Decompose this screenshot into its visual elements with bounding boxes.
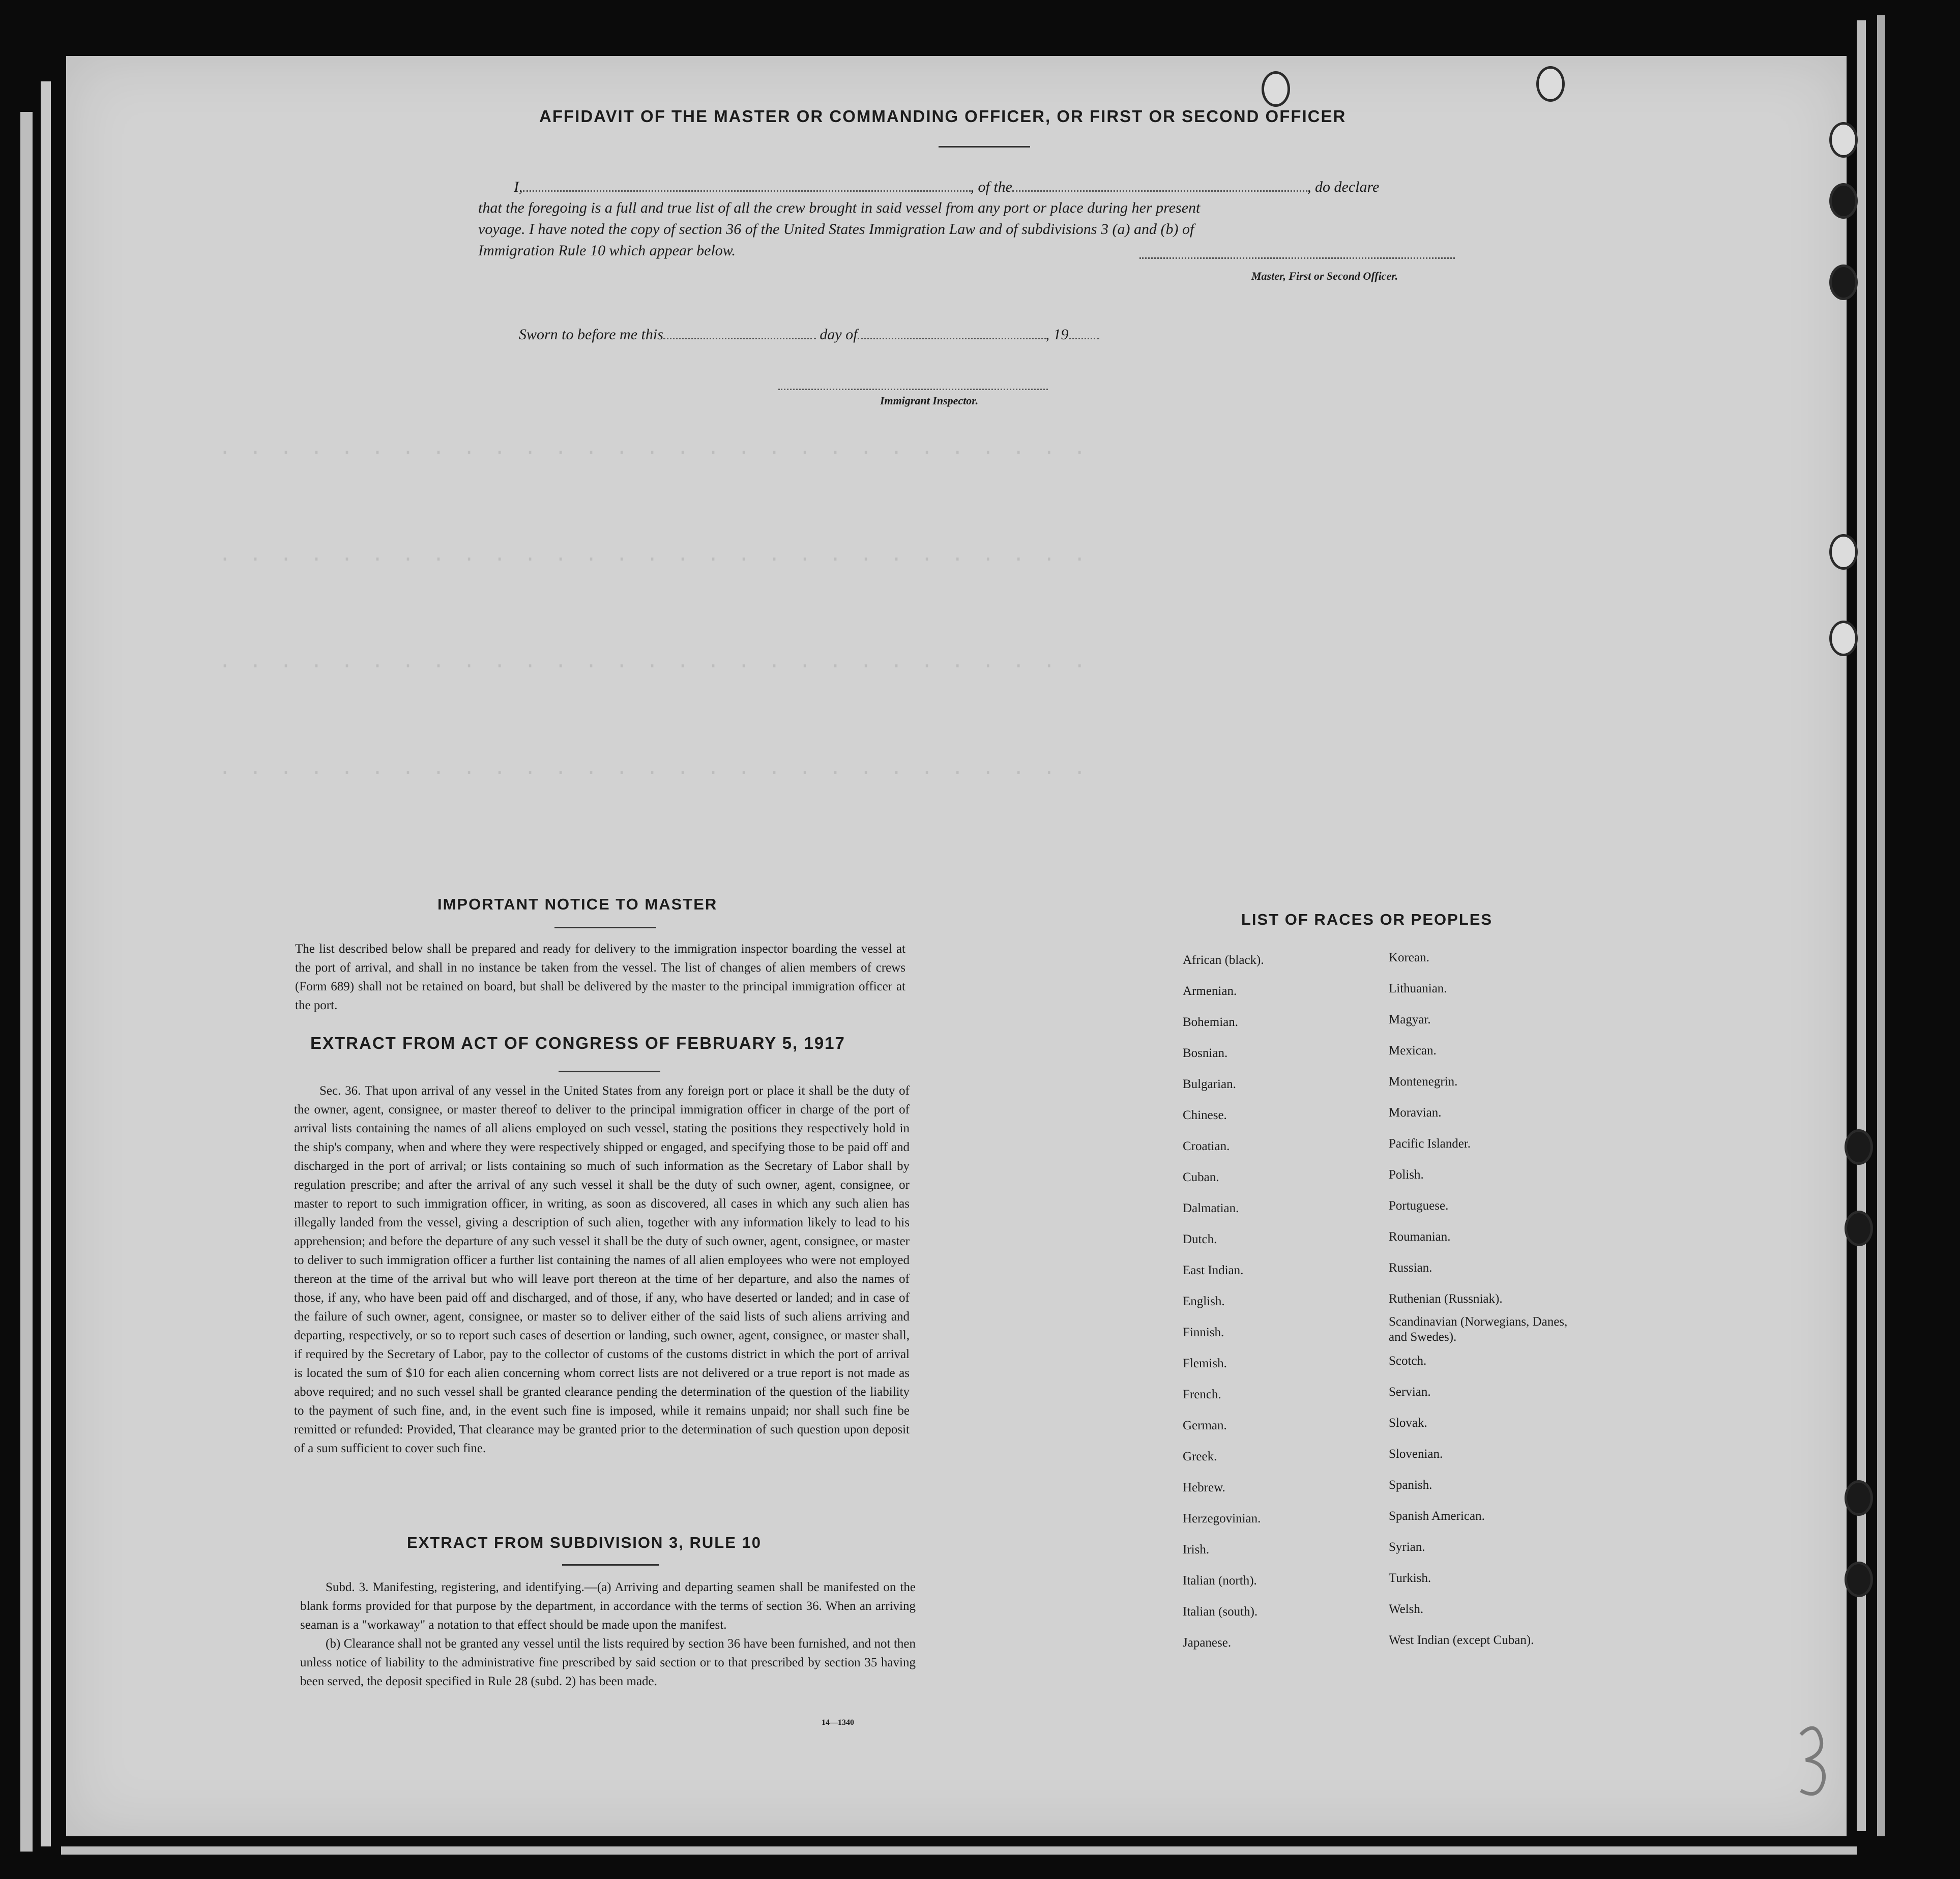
races-heading: LIST OF RACES OR PEOPLES — [1241, 911, 1493, 928]
race-item: Lithuanian. — [1389, 982, 1447, 995]
race-item: Mexican. — [1389, 1044, 1437, 1058]
race-item: Hebrew. — [1183, 1481, 1225, 1494]
race-item: French. — [1183, 1388, 1221, 1401]
race-item: Chinese. — [1183, 1108, 1227, 1122]
rule-heading: EXTRACT FROM SUBDIVISION 3, RULE 10 — [407, 1534, 762, 1551]
sworn-label: Sworn to before me this — [519, 326, 663, 343]
rule-subdivision-b: (b) Clearance shall not be granted any vessel until the lists required by section 36 have been furnished, and not then unless notice of liability to the administrative fine prescribed by said section or to that prescribed by section 35 having been served, the deposit specified in Rule 28 (subd. 2) has been made. — [300, 1637, 916, 1688]
act-heading-rule — [559, 1071, 660, 1072]
binder-hole — [1829, 265, 1858, 300]
affidavit-heading: AFFIDAVIT OF THE MASTER OR COMMANDING OFFICER, OR FIRST OR SECOND OFFICER — [539, 107, 1347, 126]
page-edge-left — [20, 112, 33, 1852]
race-item: English. — [1183, 1295, 1225, 1308]
notice-heading-rule — [554, 927, 656, 928]
race-item: Bosnian. — [1183, 1046, 1228, 1060]
race-item: Slovenian. — [1389, 1447, 1443, 1461]
affidavit-line-3: voyage. I have noted the copy of section 36 of the United States Immigration Law and of subdivisions 3 (a) and (b) of — [478, 221, 1194, 238]
bleed-through: . . . . . . . . . . . . . . . . . . . . . . . . . . . . . — [219, 437, 1089, 460]
binder-hole — [1845, 1129, 1873, 1165]
bleed-through: . . . . . . . . . . . . . . . . . . . . . . . . . . . . . — [219, 544, 1089, 567]
inspector-label: Immigrant Inspector. — [880, 394, 979, 407]
officer-signature-field[interactable] — [1139, 245, 1455, 259]
race-item: Finnish. — [1183, 1326, 1224, 1339]
race-item: Moravian. — [1389, 1106, 1442, 1120]
binder-hole — [1829, 534, 1858, 570]
pencil-mark — [1796, 1719, 1841, 1806]
race-item: Italian (south). — [1183, 1605, 1258, 1619]
race-item: Ruthenian (Russniak). — [1389, 1292, 1503, 1306]
form-number: 14—1340 — [822, 1718, 854, 1727]
race-item: Bohemian. — [1183, 1015, 1239, 1029]
affidavit-heading-rule — [939, 146, 1030, 148]
binder-hole — [1829, 621, 1858, 656]
race-item: Croatian. — [1183, 1139, 1230, 1153]
race-item: Herzegovinian. — [1183, 1512, 1261, 1525]
race-item: Portuguese. — [1389, 1199, 1449, 1213]
race-item: Dalmatian. — [1183, 1201, 1239, 1215]
page-edge-left-inner — [41, 81, 51, 1846]
race-item: Flemish. — [1183, 1357, 1227, 1370]
race-item: Italian (north). — [1183, 1574, 1257, 1588]
affidavit-line-4: Immigration Rule 10 which appear below. — [478, 242, 736, 259]
race-item: Cuban. — [1183, 1170, 1219, 1184]
bleed-through: . . . . . . . . . . . . . . . . . . . . . . . . . . . . . — [219, 758, 1089, 781]
race-item: Irish. — [1183, 1543, 1210, 1557]
affidavit-line-2: that the foregoing is a full and true list of all the crew brought in said vessel from any port or place during her present — [478, 199, 1201, 216]
race-item: Syrian. — [1389, 1540, 1425, 1554]
bleed-through: . . . . . . . . . . . . . . . . . . . . . . . . . . . . . — [219, 651, 1089, 674]
race-item: West Indian (except Cuban). — [1389, 1633, 1534, 1647]
rule-text — [300, 1578, 916, 1691]
binder-hole — [1829, 122, 1858, 158]
rule-heading-rule — [562, 1564, 659, 1566]
race-item: African (black). — [1183, 953, 1264, 967]
binder-hole — [1845, 1480, 1873, 1516]
inspector-signature-field[interactable] — [778, 376, 1048, 390]
race-item: Russian. — [1389, 1261, 1432, 1275]
races-column-1 — [1183, 945, 1264, 1658]
race-item: Polish. — [1389, 1168, 1424, 1182]
race-item: German. — [1183, 1419, 1227, 1432]
race-item: Pacific Islander. — [1389, 1137, 1471, 1151]
sworn-month-field[interactable] — [858, 326, 1046, 339]
race-item: Greek. — [1183, 1450, 1217, 1463]
notice-text: The list described below shall be prepared and ready for delivery to the immigration inspector boarding the vessel at the port of arrival, and shall in no instance be taken from the vessel. The list of changes of alien members of crews (Form 689) shall not be retained on board, but shall be delivered by the master to the principal immigration officer at the port. — [295, 942, 905, 1012]
race-item: Scandinavian (Norwegians, Danes, and Swedes). — [1389, 1315, 1568, 1344]
race-item: Servian. — [1389, 1385, 1431, 1399]
race-item: East Indian. — [1183, 1264, 1244, 1277]
page-edge-bottom — [61, 1846, 1857, 1855]
binder-hole — [1829, 183, 1858, 219]
act-heading: EXTRACT FROM ACT OF CONGRESS OF FEBRUARY 5, 1917 — [310, 1034, 845, 1052]
sworn-day-field[interactable] — [663, 326, 816, 339]
race-item: Turkish. — [1389, 1571, 1431, 1585]
race-item: Scotch. — [1389, 1354, 1427, 1368]
rule-subdivision-a: Subd. 3. Manifesting, registering, and identifying.—(a) Arriving and departing seamen shall be manifested on the blank forms provided for that purpose by the department, in accordance with the terms of section 36. When an arriving seaman is a "workaway" a notation to that effect should be made upon the manifest. — [300, 1580, 916, 1632]
binder-hole — [1845, 1562, 1873, 1597]
race-item: Bulgarian. — [1183, 1077, 1236, 1091]
day-of-label: day of — [820, 326, 858, 343]
declarant-name-field[interactable] — [523, 178, 971, 192]
declarant-label: I, — [514, 179, 523, 195]
officer-signature-label: Master, First or Second Officer. — [1251, 270, 1398, 282]
race-item: Montenegrin. — [1389, 1075, 1458, 1089]
binder-hole — [1262, 71, 1290, 107]
vessel-name-field[interactable] — [1012, 178, 1307, 192]
race-item: Roumanian. — [1389, 1230, 1451, 1244]
race-item: Dutch. — [1183, 1232, 1217, 1246]
sworn-year-field[interactable] — [1069, 326, 1099, 339]
race-item: Japanese. — [1183, 1636, 1232, 1650]
sworn-line — [519, 326, 1099, 343]
races-column-2 — [1389, 942, 1587, 1656]
of-the-label: , of the — [970, 179, 1012, 195]
affidavit-line-1 — [514, 178, 1379, 196]
act-text: Sec. 36. That upon arrival of any vessel in the United States from any foreign port or place it shall be the duty of the owner, agent, consignee, or master thereof to deliver to the principal immigration officer in charge of the port of arrival lists containing the names of all aliens employed on such vessel, stating the positions they respectively hold in the ship's company, when and where they were respectively shipped or engaged, and specifying those to be paid off and discharged in the port of arrival; or lists containing so much of such information as the Secretary of Labor shall by regulation prescribe; and after the arrival of any such vessel it shall be the duty of such owner, agent, consignee, or master to report to such immigration officer, in writing, as soon as discovered, all cases in which any such alien has illegally landed from the vessel, giving a description of such alien, together with any information likely to lead to his apprehension; and before the departure of any such vessel it shall be the duty of such owner, agent, consignee, or master to deliver to such immigration officer a further list containing the names of all alien employees who were not employed thereon at the time of the arrival but who will leave port thereon at the time of her departure, and also the names of those, if any, who have been paid off and discharged, and of those, if any, who have deserted or landed; and in case of the failure of such owner, agent, consignee, or master so to deliver either of the said lists of such aliens arriving and departing, respectively, or so to report such cases of desertion or landing, such owner, agent, consignee, or master shall, if required by the Secretary of Labor, pay to the collector of customs of the customs district in which the port of arrival is located the sum of $10 for each alien concerning whom correct lists are not delivered or a true report is not made as above required; and no such vessel shall be granted clearance pending the determination of the question of the liability to the payment of such fine, and, in the event such fine is imposed, while it remains unpaid; nor shall such fine be remitted or refunded: Provided, That clearance may be granted prior to the determination of such question upon deposit of a sum sufficient to cover such fine. — [294, 1084, 910, 1455]
race-item: Korean. — [1389, 951, 1429, 964]
race-item: Spanish. — [1389, 1478, 1432, 1492]
race-item: Slovak. — [1389, 1416, 1427, 1430]
year-label: , 19 — [1045, 326, 1069, 343]
page-edge-right-outer — [1877, 15, 1885, 1836]
race-item: Magyar. — [1389, 1013, 1431, 1026]
declare-label: , do declare — [1307, 179, 1380, 195]
race-item: Welsh. — [1389, 1602, 1424, 1616]
binder-hole — [1845, 1211, 1873, 1246]
document-sheet — [66, 56, 1847, 1836]
page-edge-right — [1857, 20, 1866, 1831]
race-item: Armenian. — [1183, 984, 1237, 998]
notice-heading: IMPORTANT NOTICE TO MASTER — [437, 895, 718, 913]
race-item: Spanish American. — [1389, 1509, 1485, 1523]
binder-hole — [1536, 66, 1565, 102]
